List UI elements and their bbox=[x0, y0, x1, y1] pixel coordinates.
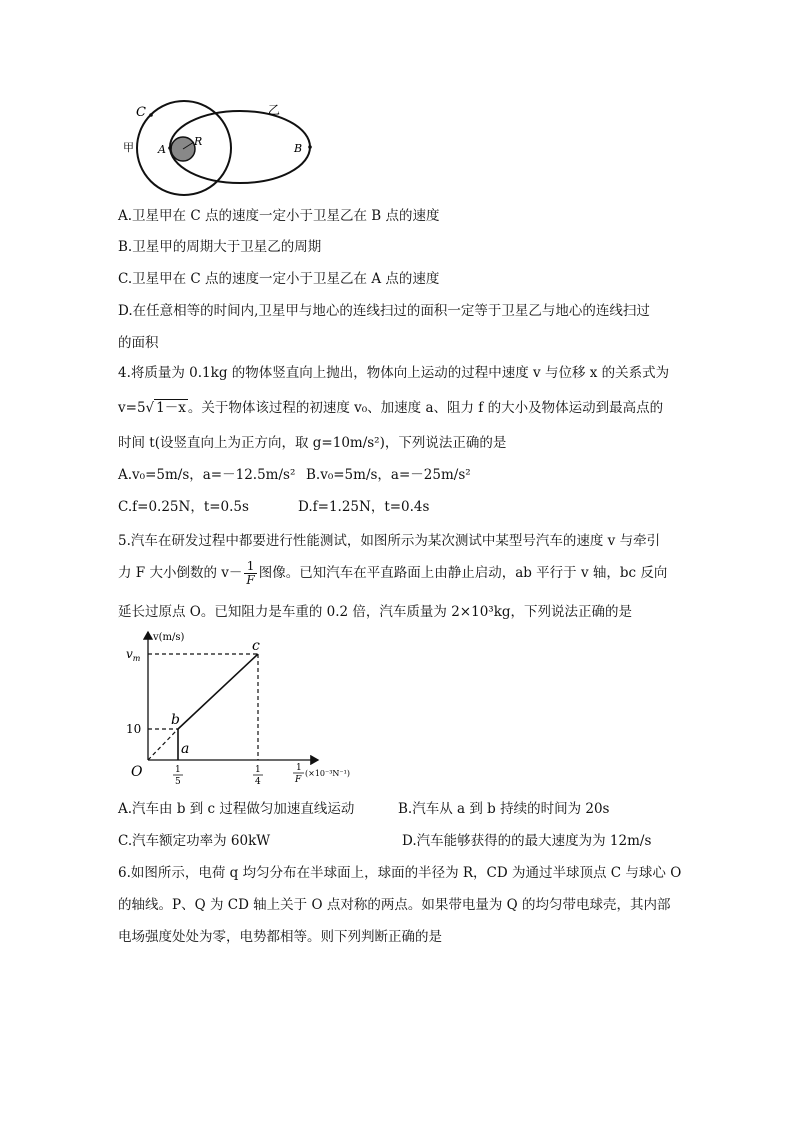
q6-stem-line2: 的轴线。P、Q 为 CD 轴上关于 O 点对称的两点。如果带电量为 Q 的均匀带电球壳，其内部 bbox=[118, 897, 671, 913]
q3-option-c: C.卫星甲在 C 点的速度一定小于卫星乙在 A 点的速度 bbox=[118, 271, 440, 287]
segment-bc bbox=[178, 654, 258, 729]
v-vs-inverse-F-graph bbox=[118, 626, 368, 790]
x-axis-label-num: 1 bbox=[296, 763, 302, 773]
vm-label bbox=[126, 647, 141, 663]
one-over-F-fraction bbox=[244, 560, 256, 587]
q4-formula-prefix: v=5 bbox=[118, 400, 146, 416]
point-c-label: c bbox=[252, 638, 260, 654]
q5-stem-line3: 延长过原点 O。已知阻力是车重的 0.2 倍，汽车质量为 2×10³kg，下列说法正确的是 bbox=[118, 604, 633, 620]
orbit-label-A: A bbox=[158, 143, 166, 156]
q3-option-d: D.在任意相等的时间内,卫星甲与地心的连线扫过的面积一定等于卫星乙与地心的连线扫过 bbox=[118, 303, 650, 319]
q5-option-a: A.汽车由 b 到 c 过程做匀加速直线运动 bbox=[118, 801, 355, 817]
x-tick-1-5-den: 5 bbox=[175, 777, 181, 787]
x-axis-unit: (×10⁻³N⁻¹) bbox=[305, 769, 350, 778]
dashed-O-to-b bbox=[148, 729, 178, 760]
x-axis-label-den: F bbox=[295, 775, 302, 785]
q6-stem-line3: 电场强度处处为零，电势都相等。则下列判断正确的是 bbox=[118, 929, 442, 945]
q4-stem-line1: 4.将质量为 0.1kg 的物体竖直向上抛出，物体向上运动的过程中速度 v 与位移 x 的关系式为 bbox=[118, 365, 670, 381]
y-tick-10: 10 bbox=[126, 722, 142, 736]
q3-option-a: A.卫星甲在 C 点的速度一定小于卫星乙在 B 点的速度 bbox=[118, 208, 440, 224]
q3-option-d-cont: 的面积 bbox=[118, 335, 159, 351]
q3-option-b: B.卫星甲的周期大于卫星乙的周期 bbox=[118, 239, 322, 255]
point-C-dot bbox=[149, 113, 153, 117]
y-axis-label: v(m/s) bbox=[153, 632, 185, 643]
point-a-label: a bbox=[181, 741, 190, 757]
q5-option-c: C.汽车额定功率为 60kW bbox=[118, 833, 271, 849]
q4-option-b: B.v₀=5m/s，a=－25m/s² bbox=[306, 467, 471, 483]
orbit-label-C: C bbox=[136, 105, 146, 120]
q4-formula-radicand: 1－x bbox=[156, 400, 186, 416]
orbit-figure bbox=[118, 98, 328, 198]
point-b-label: b bbox=[171, 712, 180, 728]
q6-stem-line1: 6.如图所示，电荷 q 均匀分布在半球面上，球面的半径为 R，CD 为通过半球顶点 C 与球心 O bbox=[118, 865, 682, 881]
fraction-numerator: 1 bbox=[244, 560, 256, 574]
orbit-label-yi: 乙 bbox=[268, 103, 281, 117]
q5-option-b: B.汽车从 a 到 b 持续的时间为 20s bbox=[398, 801, 610, 817]
x-tick-1-4-num: 1 bbox=[255, 765, 261, 775]
fraction-denominator: F bbox=[246, 573, 255, 587]
sqrt-symbol: √ bbox=[145, 400, 155, 416]
q5-stem-line2-post: 图像。已知汽车在平直路面上由静止启动，ab 平行于 v 轴，bc 反向 bbox=[258, 565, 668, 581]
q4-stem-line3: 时间 t(设竖直向上为正方向，取 g=10m/s²)，下列说法正确的是 bbox=[118, 435, 507, 451]
point-A-dot bbox=[168, 146, 172, 150]
q5-stem-line2 bbox=[118, 556, 667, 590]
x-tick-1-5-num: 1 bbox=[175, 765, 181, 775]
q5-stem-line2-pre: 力 F 大小倒数的 v－ bbox=[118, 565, 243, 581]
point-B-dot bbox=[308, 145, 312, 149]
orbit-label-B: B bbox=[294, 142, 303, 155]
q4-option-d: D.f=1.25N，t=0.4s bbox=[298, 499, 430, 515]
q4-stem-line2 bbox=[118, 399, 663, 417]
q5-stem-line1: 5.汽车在研发过程中都要进行性能测试，如图所示为某次测试中某型号汽车的速度 v 与牵引 bbox=[118, 533, 661, 549]
orbit-label-jia: 甲 bbox=[123, 141, 134, 154]
q5-option-d: D.汽车能够获得的的最大速度为为 12m/s bbox=[402, 833, 652, 849]
q4-option-c: C.f=0.25N，t=0.5s bbox=[118, 499, 249, 515]
q4-option-a: A.v₀=5m/s，a=－12.5m/s² bbox=[118, 467, 296, 483]
vm-label-v: v bbox=[126, 647, 133, 661]
x-tick-1-4-den: 4 bbox=[255, 777, 261, 787]
orbit-label-R: R bbox=[194, 135, 203, 148]
vm-label-m: m bbox=[132, 654, 141, 663]
q4-stem-line2-rest: 。关于物体该过程的初速度 v₀、加速度 a、阻力 f 的大小及物体运动到最高点的 bbox=[187, 400, 664, 416]
origin-label: O bbox=[131, 764, 143, 780]
